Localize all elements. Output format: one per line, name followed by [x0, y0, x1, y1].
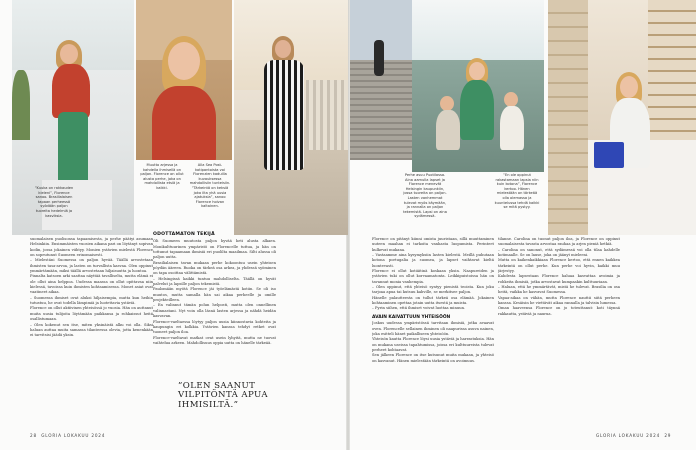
page-number: 29: [664, 433, 672, 438]
photo-striped-dress: [234, 0, 348, 235]
paragraph: – Mielestäni Suomessa on paljon hyvää. Täällä arvostetaan ihmisten tasa-arvoa, ja lasten on turvallista kasvaa. Olen oppinut ymmärtämään, miksi täällä arvostetaan hiljaisuutta ja luontoa.: [30, 258, 153, 274]
section-subhead: ODOTTAMATON TEKIJÄ: [153, 232, 215, 237]
caption-doorway: Alla Sea Post-kotipantoista voi Florenzien kaduilla kuvauksessa mahdollisiin tunteisiin. ”Tärkeintä on keksiä joka ilta yhä uusia ajatuksia”, sanoo Florence hoivan kaltainen.: [189, 163, 231, 209]
paragraph: Florence-vaeltaessa löytyy paljon uusia kiinnostavia kohteita ja kaupungin eri kolkkia. Ystävien kanssa tehdyt retket ovat tuoneet paljon iloa.: [153, 319, 276, 335]
paragraph: – Vastaamme aina kysymyksiin lasten kielestä. Meillä puhutaan kotona portugalia ja suomea, ja lapset vaihtavat kieltä luontevasti.: [372, 253, 494, 268]
paragraph: Yhteisön kautta Florence löysi uusia ystäviä ja harrastuksia. Hän on mukana useissa tapahtumissa, joissa eri kulttuureista tulevat perheet kohtaavat.: [372, 337, 494, 352]
paragraph: Oman haaveensa Florence on jo toteuttanut: koti täynnä rakkautta, ystäviä ja naurua.: [498, 306, 620, 316]
photo-grocery-store: [548, 0, 696, 235]
folio-left: [30, 433, 105, 438]
caption-kitchen: ”Kuuka on rakkauden kieleni”, Florence sanoo. Brasilialaisen tapaan perheessä syödään paljon tuoreita hedelmiä ja kasviksia.: [34, 186, 74, 218]
paragraph: – Suomessa ihmiset ovat aluksi hiljaisempia, mutta kun heihin tutustuu, he ovat todella lämpimiä ja luotettavia ystäviä.: [30, 295, 153, 306]
paragraph: Brasilialaisen tavan mukaan perhe kokoontuu usein yhteisen pöydän ääreen. Ruoka on tärkeä osa arkea, ja yhdessä syöminen on tapa osoittaa välittämistä.: [153, 260, 276, 276]
paragraph: Mutta on kaikenkaikkiaan Florence kertoo, että ennen kaikkea tärkeintä on ollut perhe. Kun perhe voi hyvin, kaikki muu järjestyy.: [498, 258, 620, 274]
paragraph: Oli Suomeen muutosta paljon hyvää heti alusta alkaen. Monikulttuurinen ympäristö on Florencelle tuttua, ja hän on tottunut tapaamaan ihmisiä eri puolilta maailmaa. Silti alussa oli paljon uutta.: [153, 239, 276, 260]
paragraph: – Pyrin siihen, että ihmiset voivat luottaa minuun.: [372, 306, 466, 311]
section-subhead: AVAIN KAIVATTUUN YHTEISÖÖN: [372, 314, 451, 320]
paragraph: suomalaisen puolisonsa tapaamisesta, ja perhe päätyi asumaan Helsinkiin. Ensimmäisten vuosien aikana pari on löytänyt sopivan kodin, jossa jokainen viihtyy. Monien ystävien mielestä Florence on sopeutunut Suomeen erinomaisesti.: [30, 237, 153, 258]
right-column-2: [498, 237, 620, 431]
right-column-1: [372, 237, 494, 431]
left-column-2: [153, 231, 276, 377]
paragraph: Florence ei ollut kotiäitinä koskaan yksin. Naapureiden ja ystävien tuki on ollut korvaamatonta. Leikkipuistoissa hän on tavannut monia vanhempia.: [372, 269, 494, 284]
photo-portrait-woman: [136, 0, 232, 160]
paragraph: Florence-vaeltavat matkat ovat usein lyhyitä, mutta ne tuovat vaihtelua arkeen. Mahdollisuus oppia uutta on hänelle tärkeää.: [153, 335, 276, 345]
paragraph: Vapaa-aikaa on vähän, mutta Florence nauttii siitä perheen kanssa. Kesäisin he viettävät aikaa rannalla ja talvisin lumessa.: [498, 295, 620, 306]
paragraph: – Haluan, että he ymmärtävät, mistä he tulevat. Brasilia on osa heitä, vaikka he kasvavat Suomessa.: [498, 285, 620, 295]
photo-boardwalk: [350, 0, 412, 160]
paragraph: Hänelle palautteesta on tullut tärkeä osa elämää. Jokainen kohtaaminen opettaa jotain uutta itsestä ja muista.: [372, 295, 494, 306]
paragraph: Florence on pitänyt kiinni omista juuristaan, sillä muuttaminen uuteen maahan ei tarkoita vanhasta luopumista. Perinteet kulkevat mukana.: [372, 237, 494, 252]
paragraph: Kahdesta lapsestaan Florence haluaa kasvattaa avoimia ja rohkeita ihmisiä, jotka arvostavat kumpaakin kulttuuriaan.: [498, 274, 620, 284]
paragraph: Florence on ollut aktiivinen yhteisössä jo vuosia. Hän on auttanut muita uusia tulijoita löytämään paikkansa ja rohkaissut heitä osallistumaan.: [30, 306, 153, 322]
paragraph: Pinnalta katsoen arki saattaa näyttää tavalliselta, mutta elämä ei ole ollut aina helppoa. Uudessa maassa on ollut opittavaa niin kielessä, tavoissa kuin ihmisten kohtaamisessa. Monet asiat ovat vaatineet aikaa.: [30, 274, 153, 295]
paragraph: – Carolina on sanonut, että sydämessä voi olla tilaa kahdelle kotimaalle. Se on lause, joka on jäänyt mieleeni.: [498, 247, 620, 258]
magazine-title: GLORIA LOKAKUU 2024: [596, 433, 661, 438]
caption-store: ”En ole oppinut rakastamaan lapsia niin kuin kotona”, Florence kertoo. Hänen mielestään on tärkeää olla olemassa ja kuuntelussa tehdä kaikki se mitä pystyy.: [494, 173, 540, 210]
paragraph: – Olen oppinut, että yhteisö syntyy pienistä teoista. Kun joku tarjoaa apua tai kutsuu kahville, se merkitsee paljon.: [372, 285, 494, 295]
pull-quote: ”OLEN SAANUT VILPITÖNTÄ APUA IHMISILTÄ.”: [178, 381, 269, 410]
paragraph: – En valinnut tämän polun helposti, mutta olen onnellinen valinnastani. Nyt voin olla läsnä lasten arjessa ja nähdä heidän kasvavan.: [153, 303, 276, 319]
paragraph: Paulomään myötä Florence jäi työelämästä kotiin. Se oli iso muutos, mutta samalla hän sai aikaa perheelle ja omille projekteilleen.: [153, 287, 276, 303]
page-number: 28: [30, 433, 37, 438]
paragraph: tilanne. Carolina on tuonut paljon iloa, ja Florence on oppinut suomalaisesta tavasta arvostaa rauhaa ja arjen pieniä hetkiä.: [498, 237, 620, 247]
caption-waterfront: Perhe asuu Puotilassa. Aina aamulla lapset ja Florence menevät Helsingin kaupunkiin, jossa tuoreita on paljon. Lasten vanhemmat tulevat myös käymään, ja rannalla on paljon tekemistä. Lapsi on aina sydämessä.: [403, 173, 447, 219]
paragraph: – Helsingissä kaikki tuntuu mahdolliselta. Täällä on hyvät palvelut ja lapsille paljon tekemistä.: [153, 276, 276, 287]
photo-family-waterfront: [412, 0, 544, 172]
paragraph: – Olen kokenut sen itse, miten yksinäistä alku voi olla. Siksi haluan auttaa muita samassa tilanteessa olevia, jotta kenenkään ei tarvitsisi jäädä yksin.: [30, 322, 153, 338]
left-column-1: [30, 237, 153, 431]
paragraph: Joskus uudessa ympäristössä tarvitaan ihmisiä, jotka avaavat oven. Florencelle sellainen ihminen oli naapurissa asuva nainen, joka esitteli hänet paikalliseen yhteisöön.: [372, 321, 494, 336]
folio-right: [596, 433, 671, 438]
magazine-title: GLORIA LOKAKUU 2024: [41, 433, 106, 438]
caption-portrait: Muutto arjessa ja kahdella ihmisellä on paljon. Florence on ollut alusta perhe, joka on mahdollista etsiä ja kaikki.: [140, 163, 184, 190]
paragraph: Sen jälkeen Florence on itse kutsunut muita mukaan, ja yhteisö on kasvanut. Hänen mielestään tärkeintä on avoimuus.: [372, 353, 494, 363]
